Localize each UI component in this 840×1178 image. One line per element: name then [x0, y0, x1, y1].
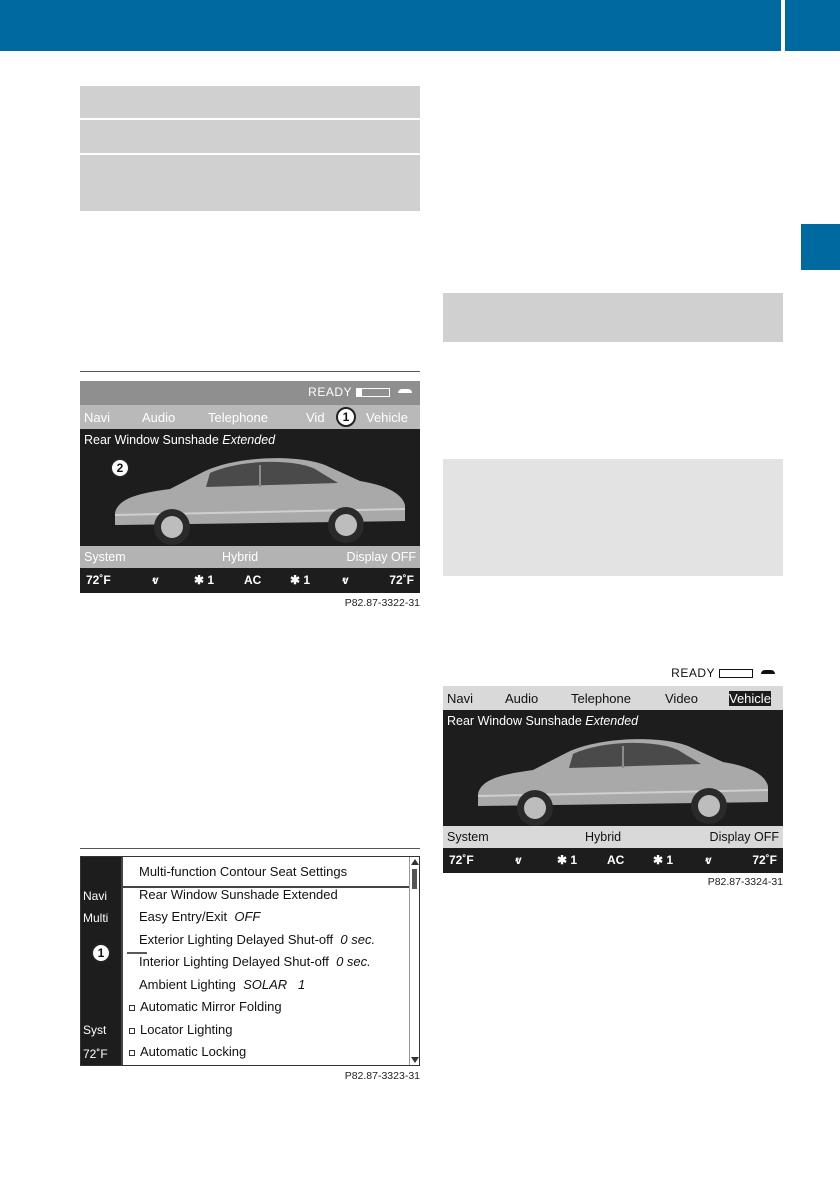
scroll-up-icon[interactable]	[411, 859, 419, 865]
figure-2-rule	[80, 848, 420, 849]
setting-locator-lighting[interactable]: Locator Lighting	[129, 1022, 233, 1037]
menu-vehicle[interactable]: Vehicle	[362, 410, 412, 425]
setting-rear-window-sunshade[interactable]: Rear Window Sunshade Extended	[139, 887, 338, 902]
callout-1: 1	[336, 407, 356, 427]
gray-box-3	[80, 155, 420, 211]
vehicle-screen-1	[80, 381, 420, 593]
bottom-system[interactable]: System	[84, 550, 126, 564]
settings-list	[121, 857, 409, 1065]
climate-temp-left[interactable]: 72˚F	[449, 853, 474, 867]
menu-telephone[interactable]: Telephone	[571, 691, 631, 706]
callout-leader	[107, 941, 147, 965]
climate-ac[interactable]: AC	[607, 853, 625, 867]
menu-audio[interactable]: Audio	[142, 410, 176, 425]
ready-label: READY	[671, 666, 715, 680]
status-strip	[80, 381, 420, 405]
chapter-tab	[801, 224, 840, 270]
climate-bar	[80, 568, 420, 592]
bottom-hybrid[interactable]: Hybrid	[222, 550, 259, 564]
screen-title: Rear Window Sunshade Extended	[84, 433, 276, 447]
status-strip	[443, 662, 783, 686]
menu-navi[interactable]: Navi	[84, 410, 111, 425]
bottom-display-off[interactable]: Display OFF	[346, 550, 416, 564]
setting-exterior-lighting[interactable]: Exterior Lighting Delayed Shut-off 0 sec.	[139, 932, 376, 947]
phone-icon	[761, 670, 775, 677]
caption-fig2: P82.87-3323-31	[344, 1070, 420, 1082]
bg-label-multi: Multi	[83, 911, 109, 925]
menu-vehicle[interactable]: Vehicle	[729, 691, 771, 706]
menu-video[interactable]: Video	[665, 691, 699, 706]
setting-easy-entry-exit[interactable]: Easy Entry/Exit OFF	[139, 909, 261, 924]
caption-fig1: P82.87-3322-31	[344, 597, 420, 609]
bottom-menu	[80, 546, 420, 568]
header-bar-right	[785, 0, 840, 51]
figure-1-rule	[80, 371, 420, 372]
gray-box-2	[80, 120, 420, 153]
callout-2: 2	[110, 458, 130, 478]
header-bar	[0, 0, 781, 51]
checkbox-icon[interactable]	[129, 1005, 135, 1011]
setting-interior-lighting[interactable]: Interior Lighting Delayed Shut-off 0 sec.	[139, 954, 371, 969]
battery-icon	[356, 388, 390, 397]
car-image	[473, 724, 773, 829]
bottom-hybrid[interactable]: Hybrid	[585, 830, 622, 844]
setting-ambient-lighting[interactable]: Ambient Lighting SOLAR 1	[139, 977, 306, 992]
bg-label-system: Syst	[83, 1023, 107, 1037]
climate-airflow-right[interactable]: ⱴ	[705, 853, 712, 867]
bg-label-temp: 72˚F	[83, 1047, 108, 1061]
battery-icon	[719, 669, 753, 678]
setting-automatic-locking[interactable]: Automatic Locking	[129, 1044, 246, 1059]
climate-ac[interactable]: AC	[244, 573, 262, 587]
menu-navi[interactable]: Navi	[447, 691, 474, 706]
settings-screen	[80, 856, 420, 1066]
ready-label: READY	[308, 385, 352, 399]
car-image	[110, 443, 410, 548]
gray-box-right	[443, 293, 783, 342]
climate-bar	[443, 848, 783, 872]
climate-fan-left[interactable]: ✱ 1	[194, 573, 215, 587]
callout-1-settings: 1	[91, 943, 111, 963]
climate-temp-right[interactable]: 72˚F	[389, 573, 414, 587]
bottom-menu	[443, 826, 783, 848]
setting-automatic-mirror-folding[interactable]: Automatic Mirror Folding	[129, 999, 282, 1014]
settings-scrollbar[interactable]	[409, 857, 419, 1065]
climate-fan-right[interactable]: ✱ 1	[290, 573, 311, 587]
bg-label-navi: Navi	[83, 889, 108, 903]
bottom-display-off[interactable]: Display OFF	[709, 830, 779, 844]
climate-temp-right[interactable]: 72˚F	[752, 853, 777, 867]
menu-audio[interactable]: Audio	[505, 691, 539, 706]
menu-telephone[interactable]: Telephone	[208, 410, 268, 425]
climate-airflow-left[interactable]: ⱴ	[152, 573, 159, 587]
climate-airflow-left[interactable]: ⱴ	[515, 853, 522, 867]
scroll-down-icon[interactable]	[411, 1057, 419, 1063]
caption-fig3: P82.87-3324-31	[707, 876, 783, 888]
phone-icon	[398, 389, 412, 396]
checkbox-icon[interactable]	[129, 1028, 135, 1034]
climate-fan-left[interactable]: ✱ 1	[557, 853, 578, 867]
status-indicator	[308, 385, 412, 399]
bottom-system[interactable]: System	[447, 830, 489, 844]
climate-airflow-right[interactable]: ⱴ	[342, 573, 349, 587]
climate-temp-left[interactable]: 72˚F	[86, 573, 111, 587]
status-indicator	[671, 666, 775, 680]
screen-title: Rear Window Sunshade Extended	[447, 714, 639, 728]
menu-video[interactable]: Vid	[306, 410, 325, 425]
main-menu	[80, 405, 420, 429]
vehicle-screen-2	[443, 662, 783, 873]
settings-header[interactable]: Multi-function Contour Seat Settings	[139, 864, 348, 879]
main-menu	[443, 686, 783, 710]
scroll-thumb[interactable]	[412, 869, 417, 889]
climate-fan-right[interactable]: ✱ 1	[653, 853, 674, 867]
gray-box-1	[80, 86, 420, 118]
checkbox-icon[interactable]	[129, 1050, 135, 1056]
light-box-right	[443, 459, 783, 576]
